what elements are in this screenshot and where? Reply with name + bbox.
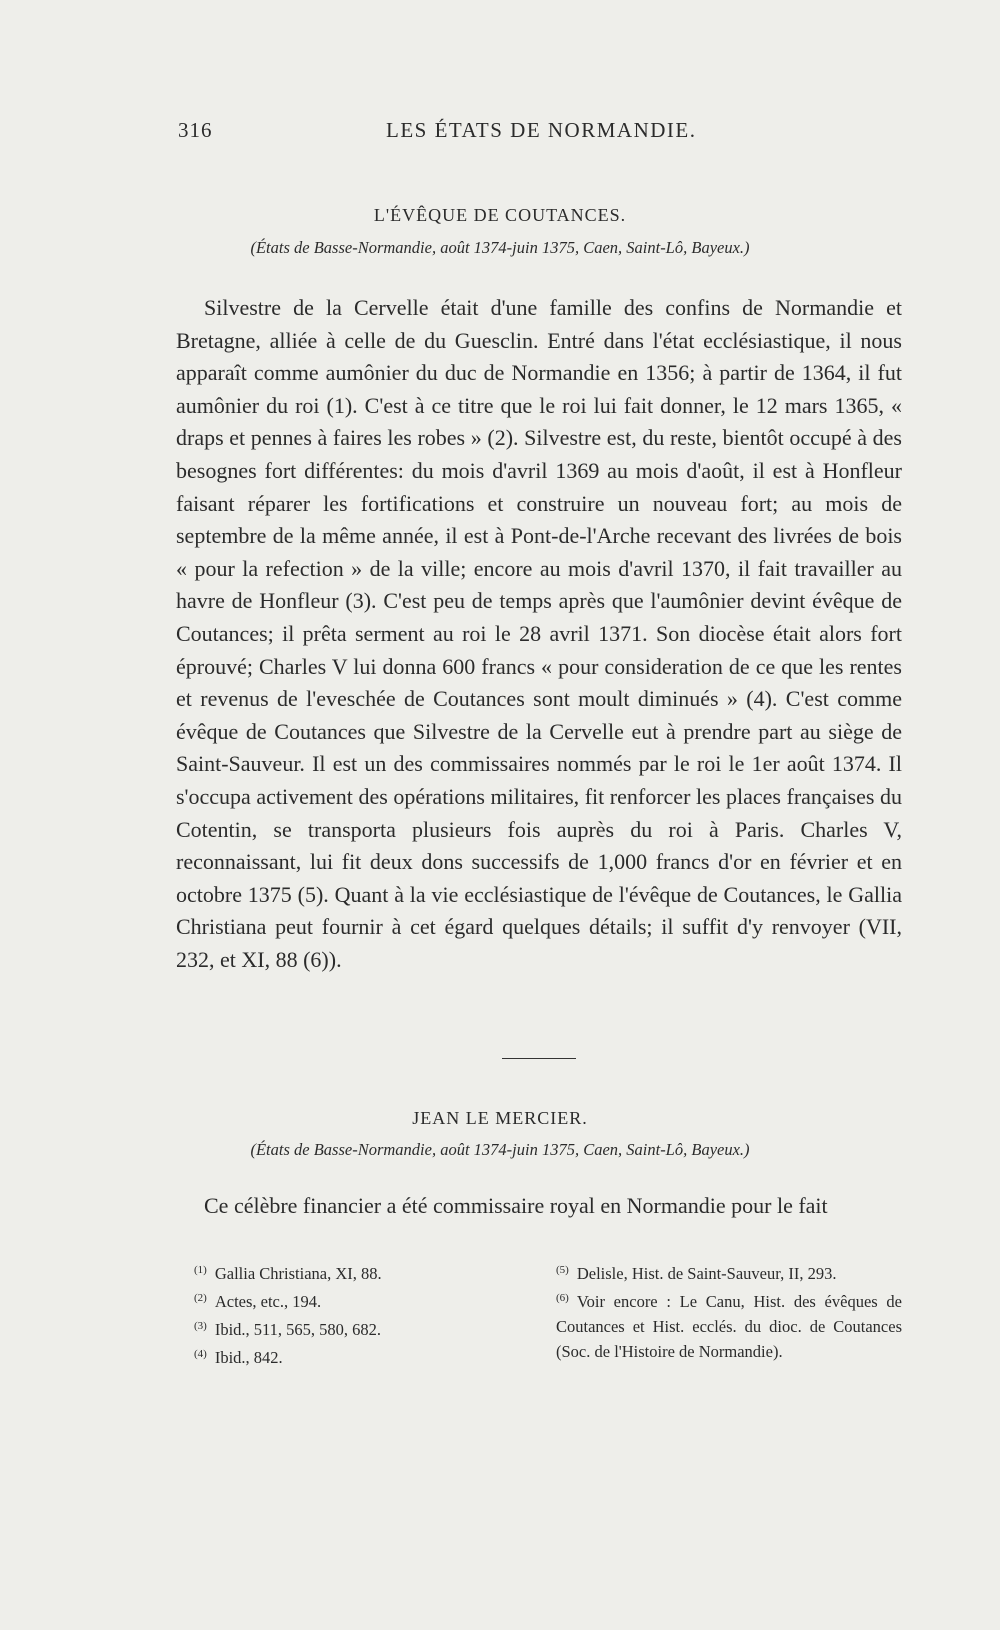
- running-title: LES ÉTATS DE NORMANDIE.: [386, 118, 697, 142]
- page-number: 316: [178, 118, 213, 142]
- footnote: $^{(5)}$ Delisle, Hist. de Saint-Sauveur, II, 293.: [556, 1264, 837, 1283]
- section-divider: [502, 1058, 576, 1059]
- footnotes-right-column: [556, 1258, 902, 1364]
- section-subtitle-eveque: (États de Basse-Normandie, août 1374-juin 1375, Caen, Saint-Lô, Bayeux.): [250, 238, 750, 257]
- footnote: $^{(6)}$ Voir encore : Le Canu, Hist. des évêques de Coutances et Hist. ecclés. du dioc. de Coutances (Soc. de l'Histoire de Normandie).: [556, 1292, 902, 1361]
- section-body-eveque: [176, 292, 902, 976]
- paragraph: Ce célèbre financier a été commissaire royal en Normandie pour le fait: [204, 1193, 828, 1218]
- section-subtitle-mercier: (États de Basse-Normandie, août 1374-juin 1375, Caen, Saint-Lô, Bayeux.): [250, 1140, 750, 1159]
- section-body-mercier: [176, 1190, 902, 1223]
- section-title-eveque: L'ÉVÊQUE DE COUTANCES.: [373, 205, 627, 225]
- footnote: $^{(1)}$ Gallia Christiana, XI, 88.: [194, 1264, 382, 1283]
- footnotes-left-column: [194, 1258, 454, 1370]
- footnote: $^{(3)}$ Ibid., 511, 565, 580, 682.: [194, 1320, 382, 1339]
- footnote: $^{(4)}$ Ibid., 842.: [194, 1348, 283, 1367]
- paragraph: Silvestre de la Cervelle était d'une famille des confins de Normandie et Bretagne, alliée à celle de du Guesclin. Entré dans l'état ecclésiastique, il nous apparaît comme aumônier du duc de Normandie en 1356; à partir de 1364, il fut aumônier du roi (1). C'est à ce titre que le roi lui fait donner, le 12 mars 1365, « draps et pennes à faires les robes » (2). Silvestre est, du reste, bientôt occupé à des besognes fort différentes: du mois d'avril 1369 au mois d'août, il est à Honfleur faisant réparer les fortifications et construire un nouveau fort; au mois de septembre de la même année, il est à Pont-de-l'Arche recevant des livrées de bois « pour la refection » de la ville; encore au mois d'avril 1370, il fait travailler au havre de Honfleur (3). C'est peu de temps après que l'aumônier devint évêque de Coutances; il prêta serment au roi le 28 avril 1371. Son diocèse était alors fort éprouvé; Charles V lui donna 600 francs « pour consideration de ce que les rentes et revenus de l'eveschée de Coutances sont moult diminués » (4). C'est comme évêque de Coutances que Silvestre de la Cervelle eut à prendre part au siège de Saint-Sauveur. Il est un des commissaires nommés par le roi le 1er août 1374. Il s'occupa activement des opérations militaires, fit renforcer les places françaises du Cotentin, se transporta plusieurs fois auprès du roi à Paris. Charles V, reconnaissant, lui fit deux dons successifs de 1,000 francs d'or en février et en octobre 1375 (5). Quant à la vie ecclésiastique de l'évêque de Coutances, le Gallia Christiana peut fournir à cet égard quelques détails; il suffit d'y renvoyer (VII, 232, et XI, 88 (6)).: [176, 295, 902, 972]
- section-title-mercier: JEAN LE MERCIER.: [412, 1108, 588, 1128]
- footnote: $^{(2)}$ Actes, etc., 194.: [194, 1292, 322, 1311]
